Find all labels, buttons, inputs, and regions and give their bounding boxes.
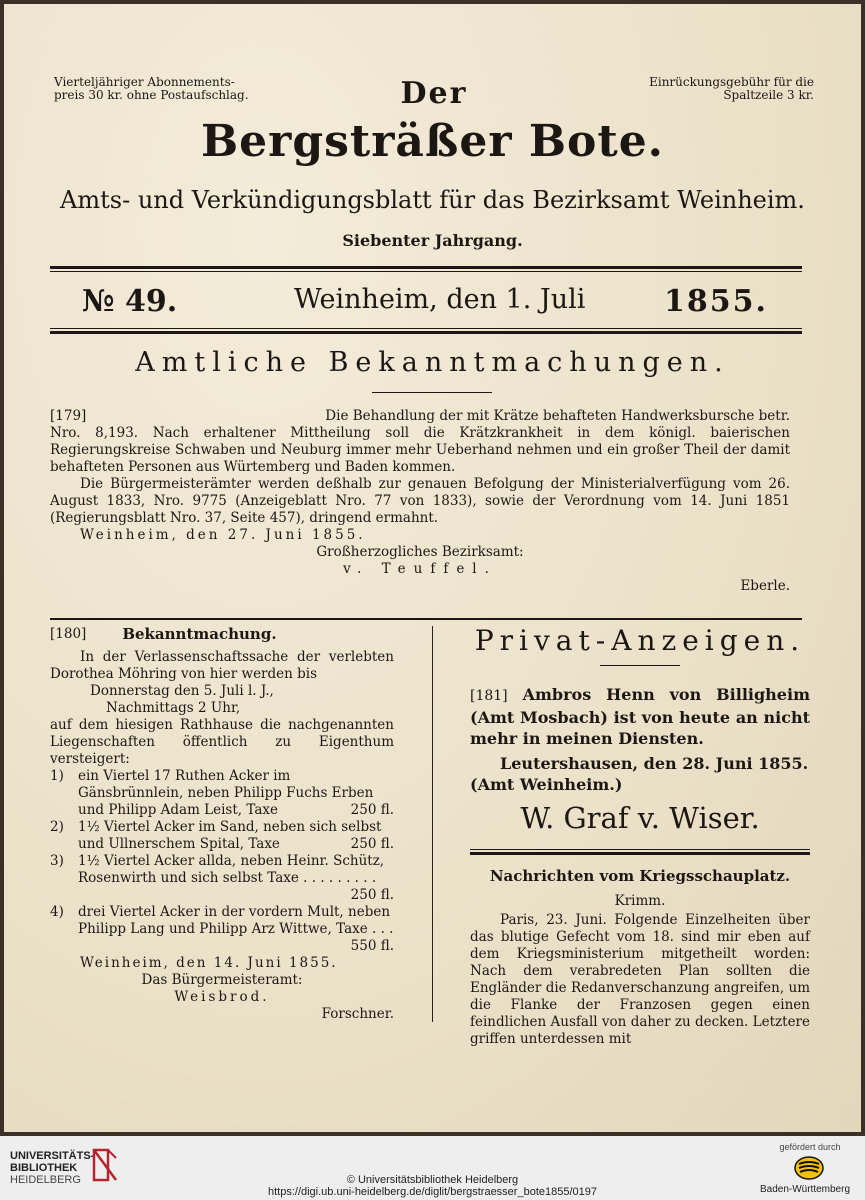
- notice-180: [50, 626, 394, 1023]
- notice-180-clerk: Forschner.: [321, 1006, 394, 1022]
- fee-line-1: Einrückungsgebühr für die: [649, 75, 814, 89]
- notice-180-office: Das Bürgermeisteramt:: [141, 972, 303, 988]
- auction-item-number: 4): [50, 904, 64, 920]
- ad-181-signature: W. Graf v. Wiser.: [520, 801, 760, 835]
- newspaper-page: [4, 4, 861, 1132]
- notice-180-day: Donnerstag den 5. Juli l. J.,: [90, 683, 274, 699]
- source-url[interactable]: https://digi.ub.uni-heidelberg.de/diglit/bergstraesser_bote1855/0197: [267, 1186, 597, 1198]
- issue-rule-thin: [50, 328, 802, 329]
- news-heading: Nachrichten vom Kriegsschauplatz.: [489, 867, 791, 885]
- news-region: Krimm.: [614, 893, 666, 909]
- auction-item-text: 1½ Viertel Acker im Sand, neben sich selbst und Ullnerschem Spital, Taxe: [78, 819, 382, 852]
- subscription-notice: [54, 76, 254, 102]
- private-heading-rule: [600, 665, 680, 666]
- footer-bar: [0, 1136, 865, 1200]
- funding-label: gefördert durch: [779, 1142, 841, 1152]
- notice-180-intro: In der Verlassenschaftssache der verlebten Dorothea Möhring von hier werden bis: [50, 649, 394, 682]
- masthead-rule-thin: [50, 271, 802, 272]
- news-rule-thick: [470, 852, 810, 855]
- notice-179-office: Großherzogliches Bezirksamt:: [316, 544, 524, 560]
- column-divider: [432, 626, 433, 1022]
- newspaper-subtitle: Amts- und Verkündigungsblatt für das Bezirksamt Weinheim.: [60, 186, 805, 214]
- library-line-2: BIBLIOTHEK: [10, 1162, 78, 1174]
- subscription-line-2: preis 30 kr. ohne Postaufschlag.: [54, 88, 249, 102]
- issue-place-date: Weinheim, den 1. Juli: [294, 284, 586, 315]
- auction-item-price: 250 fl.: [350, 836, 394, 852]
- copyright-notice: [0, 1174, 865, 1198]
- notice-180-ref: [180]: [50, 626, 87, 642]
- funder-name: Baden-Württemberg: [759, 1184, 851, 1195]
- ad-181-place: Leutershausen, den 28. Juni 1855. (Amt Weinheim.): [470, 754, 809, 794]
- private-ads-column: [470, 624, 810, 1048]
- notice-179-date: Weinheim, den 27. Juni 1855.: [80, 527, 366, 543]
- ad-181-text: Ambros Henn von Billigheim (Amt Mosbach) ist von heute an nicht mehr in meinen Diensten.: [470, 685, 810, 748]
- notice-180-body: auf dem hiesigen Rathhause die nachgenannten Liegenschaften öffentlich zu Eigenthum versteigert:: [50, 717, 394, 767]
- auction-item-price: 250 fl.: [350, 802, 394, 818]
- notice-180-date: Weinheim, den 14. Juni 1855.: [80, 955, 338, 971]
- ad-181-ref: [181]: [470, 688, 508, 704]
- notice-180-mayor: Weisbrod.: [174, 989, 270, 1005]
- notice-179-ref: [179]: [50, 408, 87, 424]
- baden-wuerttemberg-crest-icon: [794, 1156, 824, 1180]
- auction-item-text: 1½ Viertel Acker allda, neben Heinr. Schütz, Rosenwirth und sich selbst Taxe . . . . . . . . .: [78, 853, 385, 886]
- auction-item: [50, 904, 394, 955]
- library-line-3: HEIDELBERG: [10, 1174, 81, 1186]
- notice-179-official: v. Teuffel.: [343, 561, 497, 577]
- library-line-1: UNIVERSITÄTS-: [10, 1150, 95, 1162]
- fee-line-2: Spaltzeile 3 kr.: [723, 88, 814, 102]
- private-ads-heading: Privat-Anzeigen.: [474, 624, 806, 657]
- auction-item-number: 3): [50, 853, 64, 869]
- masthead-article: Der: [400, 76, 468, 111]
- issue-rule-thick: [50, 331, 802, 334]
- auction-item-number: 1): [50, 768, 64, 784]
- volume-label: Siebenter Jahrgang.: [342, 231, 523, 250]
- notice-179: [50, 408, 790, 595]
- auction-item-number: 2): [50, 819, 64, 835]
- section-divider: [50, 618, 802, 620]
- notice-180-title: Bekanntmachung.: [122, 625, 277, 643]
- auction-item: [50, 853, 394, 904]
- subscription-line-1: Vierteljähriger Abonnements-: [54, 75, 235, 89]
- newspaper-title: Bergsträßer Bote.: [200, 116, 664, 167]
- issue-number: № 49.: [82, 284, 178, 319]
- official-heading-rule: [372, 392, 492, 393]
- fee-notice: [644, 76, 814, 102]
- issue-year: 1855.: [664, 284, 768, 319]
- masthead-rule-top: [50, 266, 802, 269]
- news-rule-thin: [470, 849, 810, 850]
- auction-item-text: drei Viertel Acker in der vordern Mult, neben Philipp Lang und Philipp Arz Wittwe, Taxe . . .: [78, 904, 394, 937]
- auction-item-price: 550 fl.: [350, 938, 394, 954]
- ad-181: [470, 684, 810, 749]
- news-text: Paris, 23. Juni. Folgende Einzelheiten über das blutige Gefecht vom 18. sind mir eben auf dem Kriegsministerium mitgetheilt worden: Nach dem verabredeten Plan sollten die Engländer die Redanverschanzung angreifen, um die Flanke der Franzosen gegen einen feindlichen Ausfall von daher zu decken. Letztere griffen unterdessen mit: [470, 912, 810, 1047]
- auction-item: [50, 768, 394, 819]
- notice-180-time: Nachmittags 2 Uhr,: [106, 700, 241, 716]
- notice-179-paragraph-1: Nro. 8,193. Nach erhaltener Mittheilung soll die Krätzkrankheit in dem königl. baierischen Regierungskreise Schwaben und Neuburg immer mehr Ueberhand nehmen und ein großer Theil der damit behafteten Personen aus Würtemberg und Baden kommen.: [50, 425, 790, 475]
- copyright-text: © Universitätsbibliothek Heidelberg: [346, 1174, 519, 1186]
- notice-179-clerk: Eberle.: [740, 578, 790, 594]
- official-heading: Amtliche Bekanntmachungen.: [135, 347, 730, 378]
- auction-item: [50, 819, 394, 853]
- notice-179-paragraph-2: Die Bürgermeisterämter werden deßhalb zur genauen Befolgung der Ministerialverfügung vom 26. August 1833, Nro. 9775 (Anzeigeblatt Nro. 77 von 1833), sowie der Verordnung vom 14. Juni 1851 (Regierungsblatt Nro. 37, Seite 457), dringend ermahnt.: [50, 476, 790, 526]
- auction-item-price: 250 fl.: [350, 887, 394, 903]
- auction-item-text: ein Viertel 17 Ruthen Acker im Gänsbrünnlein, neben Philipp Fuchs Erben und Philipp Adam Leist, Taxe: [78, 768, 374, 818]
- notice-179-subject: Die Behandlung der mit Krätze behafteten Handwerksbursche betr.: [325, 408, 790, 424]
